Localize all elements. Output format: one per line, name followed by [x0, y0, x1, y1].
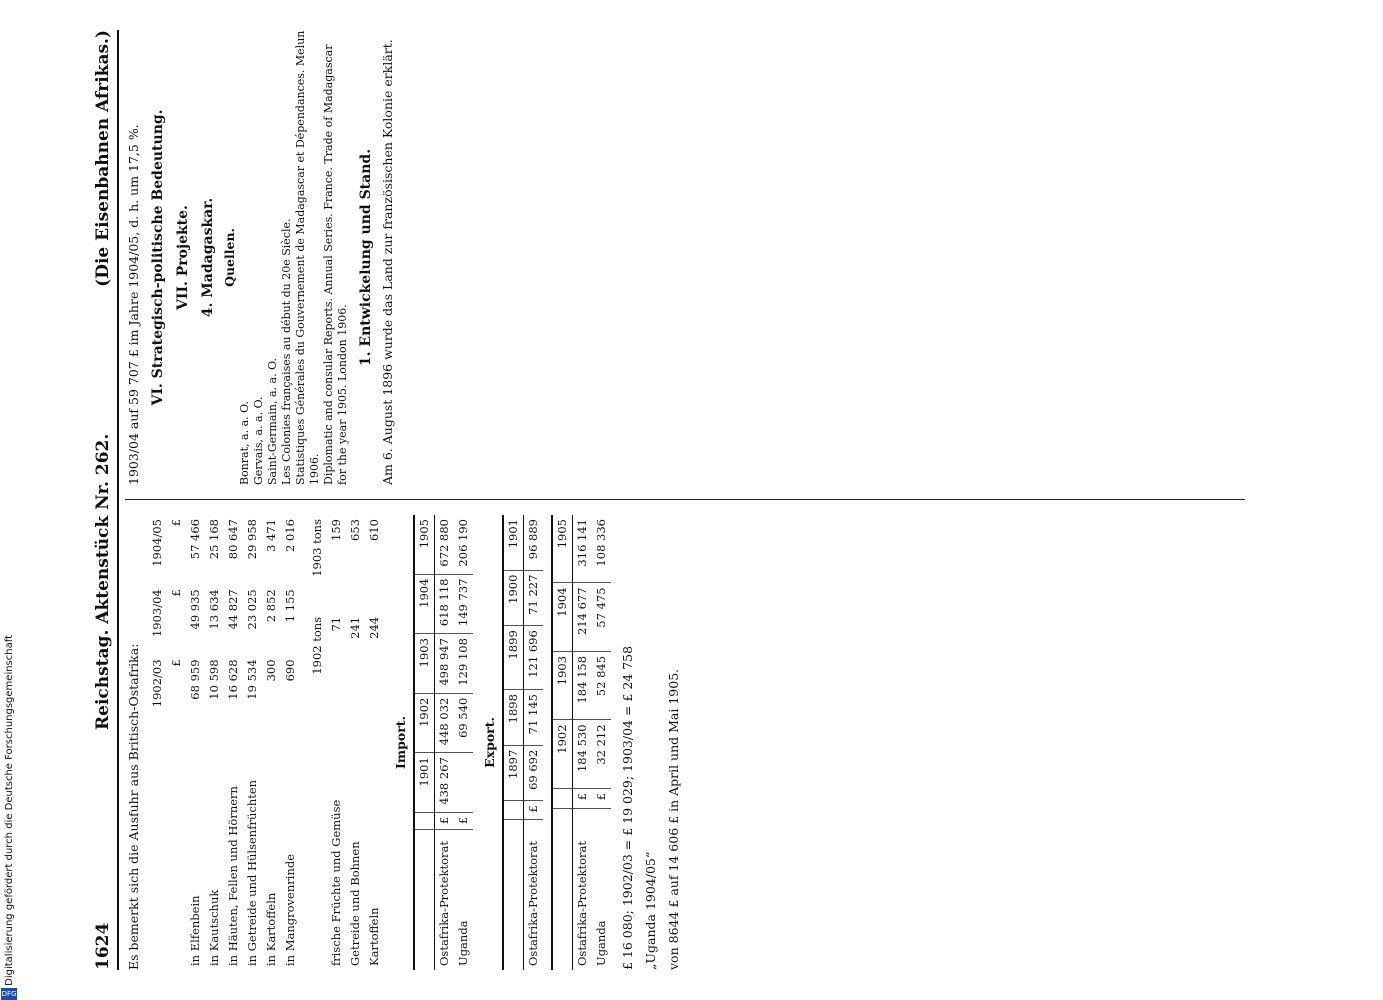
table-header	[308, 711, 327, 970]
table-cell: Ostafrika-Protektorat	[437, 840, 451, 966]
table-cell	[167, 726, 186, 970]
source-item: Diplomatic and consular Reports. Annual Series. France. Trade of Madagascar for the year 1905. London 1906.	[322, 44, 349, 485]
table-cell: 25 168	[207, 519, 221, 560]
section-heading-vii: VII. Projekte.	[175, 205, 191, 310]
subsection-heading: 1. Entwickelung und Stand.	[358, 148, 374, 367]
table-header: 1902/03	[150, 659, 164, 708]
table-row	[327, 515, 346, 970]
table-cell: Getreide und Bohnen	[348, 841, 362, 966]
table-cell: £	[573, 788, 593, 808]
table-header: 1905	[552, 515, 573, 583]
table-cell: 316 141	[573, 515, 593, 583]
table-header: 1897	[503, 745, 524, 801]
table-row	[524, 515, 544, 970]
digitization-sidebar	[0, 0, 20, 1000]
table-cell: £	[592, 788, 611, 808]
table-row	[186, 515, 205, 970]
report-title: „Uganda 1904/05“	[643, 851, 658, 970]
running-title: Reichstag. Aktenstück Nr. 262.	[93, 433, 113, 730]
table-cell: 184 530	[573, 720, 593, 789]
table-cell: £	[524, 801, 544, 819]
table-cell: 438 267	[435, 753, 455, 813]
table-row	[281, 515, 300, 970]
numbers-line: 1903/04 auf 59 707 £ im Jahre 1904/05, d. h. um 17,5 %.	[126, 124, 141, 485]
table-cell: 244	[367, 616, 381, 639]
table-cell: 23 025	[245, 589, 259, 630]
table-header-row	[552, 515, 573, 970]
table-header: 1903/04	[150, 589, 164, 638]
table-cell: in Getreide und Hülsenfrüchten	[245, 779, 259, 966]
table-unit-row	[167, 515, 186, 970]
intro-line: Es bemerkt sich die Ausfuhr aus Britisch-Ostafrika:	[126, 643, 141, 970]
table-cell: 2 852	[264, 589, 278, 623]
table-header	[503, 819, 524, 970]
source-item: Saint-Germain, a. a. O.	[266, 358, 279, 485]
table-header: 1904	[414, 574, 435, 634]
table-cell: 121 696	[524, 626, 544, 690]
table-cell: 214 677	[573, 583, 593, 652]
madagascar-heading: 4. Madagaskar.	[200, 197, 216, 318]
table-cell: 129 108	[454, 634, 473, 694]
table-row	[435, 515, 455, 970]
table-cell: 69 692	[524, 745, 544, 801]
table-header: 1902 tons	[310, 616, 324, 675]
table-header: 1901	[503, 515, 524, 570]
table-header-row	[414, 515, 435, 970]
right-column	[125, 30, 1255, 485]
table-header: 1905	[414, 515, 435, 574]
table-cell: 19 534	[245, 659, 259, 700]
table-cell: 690	[283, 659, 297, 682]
table-cell: 29 958	[245, 519, 259, 560]
table-header-row	[503, 515, 524, 970]
table-header	[414, 812, 435, 829]
table-cell: in Mangrovenrinde	[283, 853, 297, 966]
table-header: 1903 tons	[310, 519, 324, 577]
table-header: 1899	[503, 626, 524, 690]
table-header: 1902	[552, 720, 573, 789]
table-row	[346, 515, 365, 970]
export-table-2	[551, 515, 611, 970]
table-header: 1904/05	[150, 519, 164, 567]
table-row	[224, 515, 243, 970]
page-number: 1624	[93, 922, 113, 970]
table-header	[552, 808, 573, 970]
subsection-paragraph: Am 6. August 1896 wurde das Land zur französischen Kolonie erklärt.	[380, 39, 395, 485]
table-cell: frische Früchte und Gemüse	[329, 799, 343, 966]
table-header: 1903	[414, 634, 435, 694]
export-heading: Export.	[482, 717, 497, 768]
table-row	[592, 515, 611, 970]
table-cell: 71	[329, 616, 343, 632]
dfg-logo: DFG	[1, 990, 17, 998]
digitization-credit: Digitalisierung gefördert durch die Deutsche Forschungsgemeinschaft	[4, 635, 15, 986]
table-row	[365, 515, 384, 970]
sources-heading: Quellen.	[222, 228, 237, 287]
import-table	[413, 515, 473, 970]
table-cell: £	[169, 659, 183, 667]
document-page	[85, 0, 1285, 1000]
table-cell: in Kautschuk	[207, 889, 221, 966]
table-cell: 672 880	[435, 515, 455, 574]
figures-line: £ 16 080; 1902/03 = £ 19 029; 1903/04 = £ 24 758	[620, 645, 635, 970]
table-cell: 159	[329, 519, 343, 541]
table-cell: 57 466	[188, 519, 202, 560]
table-cell: 241	[348, 616, 362, 639]
table-cell: 52 845	[592, 651, 611, 720]
table-cell: 57 475	[592, 583, 611, 652]
table-cell: in Häuten, Fellen und Hörnern	[226, 786, 240, 966]
table-header-row	[148, 515, 167, 970]
table-cell: 618 118	[435, 574, 455, 634]
table-row	[243, 515, 262, 970]
table-cell: 10 598	[207, 659, 221, 700]
table-cell: in Elfenbein	[188, 895, 202, 966]
table-header	[414, 829, 435, 970]
table-header-row	[308, 515, 327, 970]
table-header: 1904	[552, 583, 573, 652]
table-header	[552, 788, 573, 808]
source-item: Gervais, a. a. O.	[252, 396, 265, 485]
table-header: 1898	[503, 690, 524, 746]
table-cell: £	[435, 812, 455, 829]
table-cell: Ostafrika-Protektorat	[575, 840, 589, 966]
table-cell: 108 336	[592, 515, 611, 583]
table-header: 1900	[503, 570, 524, 626]
table-cell: 68 959	[188, 659, 202, 700]
table-header: 1901	[414, 753, 435, 813]
table-cell: 300	[264, 659, 278, 682]
source-item: Statistiques Générales du Gouvernement de Madagascar et Dépendances. Melun 1906.	[294, 30, 321, 485]
column-divider	[125, 499, 1245, 500]
table-row	[573, 515, 593, 970]
section-header: (Die Eisenbahnen Afrikas.)	[93, 30, 113, 287]
table-cell: Uganda	[456, 920, 470, 966]
table-row	[262, 515, 281, 970]
table-cell: in Kartoffeln	[264, 892, 278, 966]
table-cell: 3 471	[264, 519, 278, 552]
table-cell	[454, 753, 473, 813]
export-table	[502, 515, 543, 970]
table-cell: 69 540	[454, 693, 473, 753]
table-cell: 1 155	[283, 589, 297, 623]
table-cell: 448 032	[435, 693, 455, 753]
table-row	[454, 515, 473, 970]
table-cell: £	[169, 519, 183, 527]
produce-tons-table	[308, 515, 384, 970]
left-column	[125, 515, 1255, 970]
page-header	[93, 30, 119, 970]
closing-figures: von 8644 £ auf 14 606 £ in April und Mai 1905.	[666, 668, 681, 970]
table-cell: 13 634	[207, 589, 221, 630]
table-cell: 96 889	[524, 515, 544, 570]
sources-list	[238, 30, 350, 485]
export-by-goods-table	[148, 515, 300, 970]
table-cell: 184 158	[573, 651, 593, 720]
source-item: Bonrat, a. a. O.	[238, 401, 251, 485]
table-header: 1903	[552, 651, 573, 720]
table-cell: 16 628	[226, 659, 240, 700]
table-cell: 80 647	[226, 519, 240, 560]
table-cell: 653	[348, 519, 362, 541]
table-cell: Kartoffeln	[367, 907, 381, 966]
table-cell: 71 227	[524, 570, 544, 626]
table-cell: £	[169, 589, 183, 597]
source-item: Les Colonies françaises au début du 20e Siècle.	[280, 218, 293, 485]
table-cell: 149 737	[454, 574, 473, 634]
table-cell: 32 212	[592, 720, 611, 789]
table-cell: Ostafrika-Protektorat	[526, 840, 540, 966]
table-cell: 44 827	[226, 589, 240, 630]
table-cell: 610	[367, 519, 381, 541]
table-cell: 498 947	[435, 634, 455, 694]
table-cell: 71 145	[524, 690, 544, 746]
table-header	[503, 801, 524, 819]
table-cell: £	[454, 812, 473, 829]
table-cell: 2 016	[283, 519, 297, 552]
table-cell: 206 190	[454, 515, 473, 574]
import-heading: Import.	[393, 716, 408, 769]
table-row	[205, 515, 224, 970]
table-header: 1902	[414, 693, 435, 753]
section-heading-vi: VI. Strategisch-politische Bedeutung.	[150, 109, 166, 406]
table-cell: Uganda	[594, 920, 608, 966]
table-header	[148, 726, 167, 970]
table-cell: 49 935	[188, 589, 202, 630]
